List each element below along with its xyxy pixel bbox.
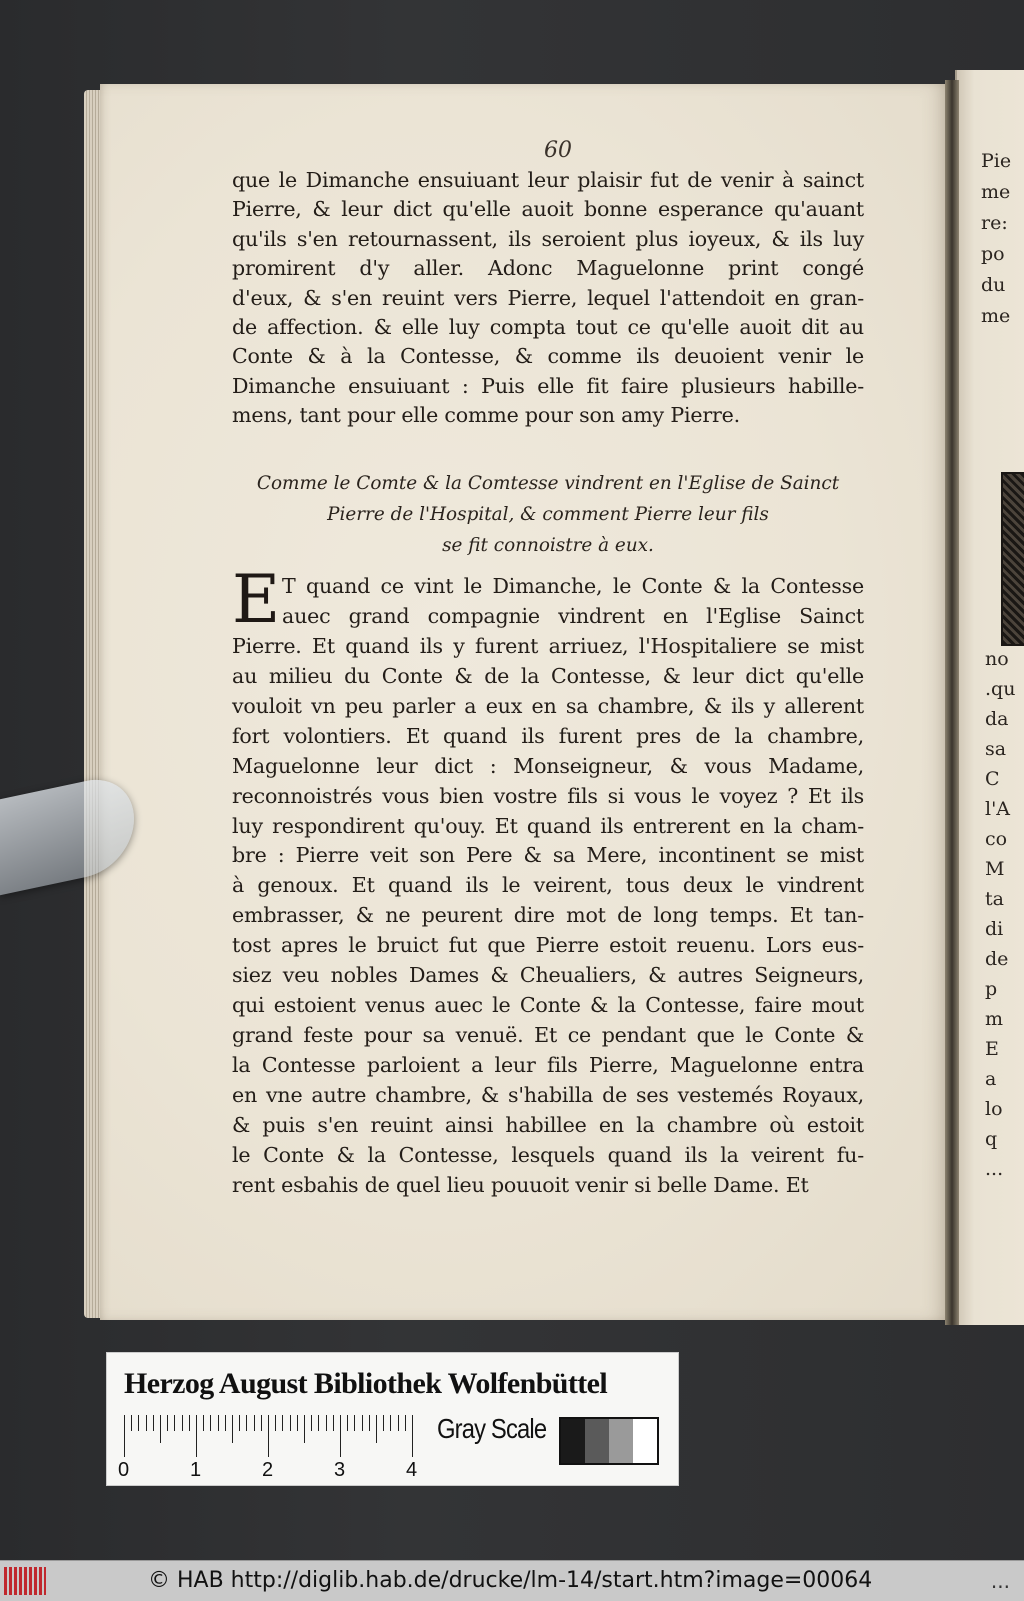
paragraph2-line: à genoux. Et quand ils le veirent, tous deux le vindrent xyxy=(232,873,864,898)
ruler-tick xyxy=(326,1415,327,1431)
ruler-label: 0 xyxy=(118,1459,130,1481)
facing-fragment: me xyxy=(981,305,1011,327)
footer-bar xyxy=(0,1560,1024,1601)
ruler-tick xyxy=(297,1415,298,1431)
paragraph1-line: promirent d'y aller. Adonc Maguelonne print congé xyxy=(232,256,864,281)
ruler-tick xyxy=(304,1415,305,1443)
drop-cap: E xyxy=(232,561,281,638)
paragraph2-line: siez veu nobles Dames & Cheualiers, & autres Seigneurs, xyxy=(232,963,864,988)
ruler-tick xyxy=(153,1415,154,1431)
facing-fragment: E xyxy=(985,1038,999,1060)
ruler-tick xyxy=(405,1415,406,1431)
gray-swatch xyxy=(561,1419,585,1463)
ruler-tick xyxy=(333,1415,334,1431)
paragraph1-line: que le Dimanche ensuiuant leur plaisir fut de venir à sainct xyxy=(232,168,864,192)
facing-fragment: me xyxy=(981,181,1011,203)
ruler-tick xyxy=(376,1415,377,1443)
ruler-tick xyxy=(340,1415,341,1457)
paragraph2-line: fort volontiers. Et quand ils furent pres de la chambre, xyxy=(232,723,864,748)
ruler-tick xyxy=(239,1415,240,1431)
ruler-tick xyxy=(160,1415,161,1443)
color-scale-card xyxy=(106,1352,679,1486)
ruler-tick xyxy=(138,1415,139,1431)
more-icon[interactable]: ... xyxy=(990,1569,1010,1593)
facing-fragment: sa xyxy=(985,738,1007,760)
facing-fragment: re: xyxy=(981,212,1008,234)
paragraph2-line: grand feste pour sa venuë. Et ce pendant que le Conte & xyxy=(232,1023,864,1048)
ruler-tick xyxy=(261,1415,262,1431)
paragraph2-line: Maguelonne leur dict : Monseigneur, & vous Madame, xyxy=(232,753,864,778)
facing-fragment: ta xyxy=(985,888,1004,910)
ruler-tick xyxy=(189,1415,190,1431)
page-number: 60 xyxy=(544,138,572,163)
ruler-label: 2 xyxy=(262,1459,274,1481)
paragraph2-line: vouloit vn peu parler a eux en sa chambre, & ils y allerent xyxy=(232,693,864,718)
ruler-tick xyxy=(232,1415,233,1443)
facing-fragment: l'A xyxy=(985,798,1011,820)
ruler-tick xyxy=(290,1415,291,1431)
ruler-tick xyxy=(167,1415,168,1431)
facing-fragment: du xyxy=(981,274,1006,296)
facing-fragment: a xyxy=(985,1068,997,1090)
facing-fragment: po xyxy=(981,243,1005,265)
paragraph1-line: mens, tant pour elle comme pour son amy Pierre. xyxy=(232,403,740,428)
paragraph2-line: au milieu du Conte & de la Contesse, & leur dict qu'elle xyxy=(232,663,864,688)
ruler-tick xyxy=(383,1415,384,1431)
paragraph1-line: Pierre, & leur dict qu'elle auoit bonne esperance qu'auant xyxy=(232,197,864,222)
facing-fragment: di xyxy=(985,918,1004,940)
ruler-tick xyxy=(282,1415,283,1431)
paragraph2-line: luy respondirent qu'ouy. Et quand ils entrerent en la cham- xyxy=(232,813,864,838)
paragraph2-line: en vne autre chambre, & s'habilla de ses vestemés Royaux, xyxy=(232,1082,864,1107)
paragraph2-line: & puis s'en reuint ainsi habillee en la chambre où estoit xyxy=(232,1112,864,1137)
ruler-label: 1 xyxy=(190,1459,202,1481)
ruler-tick xyxy=(210,1415,211,1431)
ruler-tick xyxy=(131,1415,132,1431)
paragraph2-line: qui estoient venus auec le Conte & la Contesse, faire mout xyxy=(232,993,864,1018)
heading-line: Comme le Comte & la Comtesse vindrent en l'Eglise de Sainct xyxy=(256,473,840,494)
paragraph2-line: reconnoistrés vous bien vostre fils si vous le voyez ? Et ils xyxy=(232,783,864,808)
ruler-tick xyxy=(196,1415,197,1457)
chapter-heading xyxy=(232,468,864,561)
ruler-label: 3 xyxy=(334,1459,346,1481)
gray-scale-swatches xyxy=(559,1417,659,1465)
ruler-tick xyxy=(275,1415,276,1431)
ruler-tick xyxy=(311,1415,312,1431)
paragraph2-line: tost apres le bruict fut que Pierre estoit reuenu. Lors eus- xyxy=(232,933,864,958)
ruler-tick xyxy=(254,1415,255,1431)
ruler-tick xyxy=(398,1415,399,1431)
paragraph2-line: rent esbahis de quel lieu pouuoit venir si belle Dame. Et xyxy=(232,1172,809,1197)
ruler-tick xyxy=(369,1415,370,1431)
paragraph1-line: qu'ils s'en retournassent, ils seroient plus ioyeux, & ils luy xyxy=(232,226,864,251)
book-gutter xyxy=(945,80,959,1325)
paragraph-2 xyxy=(232,561,864,1201)
heading-line: Pierre de l'Hospital, & comment Pierre leur fils xyxy=(327,504,769,525)
facing-fragment: da xyxy=(985,708,1009,730)
gray-scale-label: Gray Scale xyxy=(437,1413,547,1444)
footer-credit-link[interactable]: © HAB http://diglib.hab.de/drucke/lm-14/start.htm?image=00064 xyxy=(148,1568,873,1593)
paragraph1-line: d'eux, & s'en reuint vers Pierre, lequel l'attendoit en gran- xyxy=(232,285,864,310)
facing-fragment: .qu xyxy=(985,678,1016,700)
gray-swatch xyxy=(585,1419,609,1463)
facing-fragment: co xyxy=(985,828,1008,850)
paragraph2-line: Pierre. Et quand ils y furent arriuez, l'Hospitaliere se mist xyxy=(232,633,864,658)
measurement-ruler xyxy=(124,1415,416,1457)
facing-fragment: ... xyxy=(985,1158,1004,1180)
ruler-tick xyxy=(412,1415,413,1457)
facing-fragment: m xyxy=(985,1008,1004,1030)
ruler-tick xyxy=(347,1415,348,1431)
woodcut-illustration xyxy=(1001,472,1024,646)
facing-fragment: q xyxy=(985,1128,998,1150)
facing-fragment: no xyxy=(985,648,1009,670)
ruler-label: 4 xyxy=(406,1459,418,1481)
paragraph2-line: embrasser, & ne peurent dire mot de long temps. Et tan- xyxy=(232,903,864,928)
ruler-tick xyxy=(225,1415,226,1431)
heading-line: se fit connoistre à eux. xyxy=(442,535,654,556)
ruler-tick xyxy=(218,1415,219,1431)
library-name: Herzog August Bibliothek Wolfenbüttel xyxy=(124,1367,608,1400)
ruler-tick xyxy=(362,1415,363,1431)
paragraph1-line: Conte & à la Contesse, & comme ils deuoient venir le xyxy=(232,344,864,369)
hab-logo-icon xyxy=(4,1567,46,1595)
paragraph1-line: Dimanche ensuiuant : Puis elle fit faire plusieurs habille- xyxy=(232,373,864,398)
ruler-tick xyxy=(124,1415,125,1457)
paragraph2-line: la Contesse parloient a leur fils Pierre, Maguelonne entra xyxy=(232,1053,864,1077)
paragraph1-line: de affection. & elle luy compta tout ce qu'elle auoit dit au xyxy=(232,314,864,339)
gray-swatch xyxy=(609,1419,633,1463)
ruler-tick xyxy=(390,1415,391,1431)
paragraph-1 xyxy=(232,166,864,431)
facing-fragment: de xyxy=(985,948,1009,970)
ruler-tick xyxy=(268,1415,269,1457)
paragraph2-line: auec grand compagnie vindrent en l'Eglise Sainct xyxy=(282,603,864,628)
facing-fragment: lo xyxy=(985,1098,1003,1120)
facing-fragment: Pie xyxy=(981,150,1012,172)
ruler-tick xyxy=(182,1415,183,1431)
gray-swatch xyxy=(633,1419,657,1463)
paragraph2-line: bre : Pierre veit son Pere & sa Mere, incontinent se mist xyxy=(232,843,864,868)
facing-page xyxy=(955,70,1024,1325)
paragraph2-line: le Conte & la Contesse, lesquels quand ils la veirent fu- xyxy=(232,1142,864,1167)
ruler-tick xyxy=(354,1415,355,1431)
ruler-tick xyxy=(318,1415,319,1431)
facing-fragment: p xyxy=(985,978,998,1000)
facing-fragment: C xyxy=(985,768,1000,790)
paragraph2-line: T quand ce vint le Dimanche, le Conte & la Contesse xyxy=(282,574,864,598)
ruler-tick xyxy=(146,1415,147,1431)
ruler-tick xyxy=(246,1415,247,1431)
facing-fragment: M xyxy=(985,858,1005,880)
ruler-tick xyxy=(174,1415,175,1431)
ruler-tick xyxy=(203,1415,204,1431)
